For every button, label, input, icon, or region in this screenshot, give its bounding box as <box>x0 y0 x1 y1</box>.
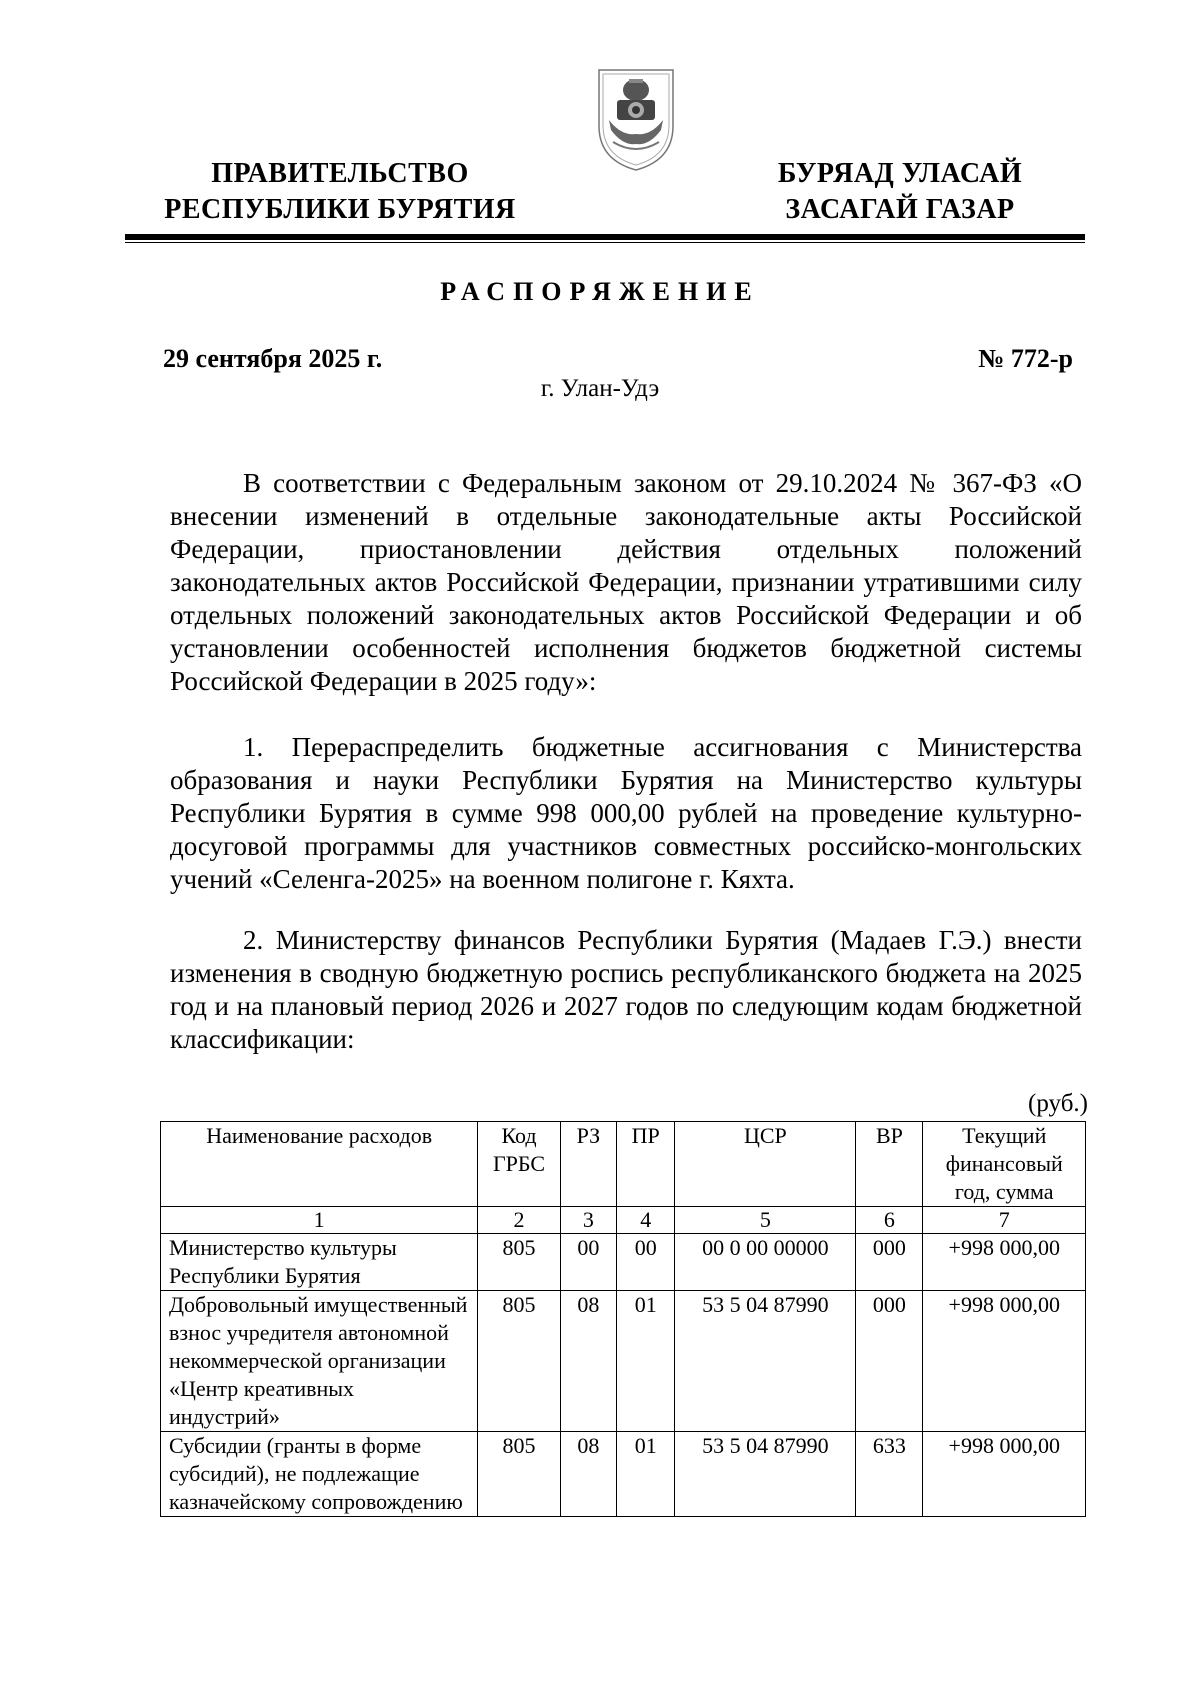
row-grbs: 805 <box>478 1234 560 1291</box>
row-vr: 633 <box>856 1432 923 1517</box>
table-row <box>161 1234 1086 1291</box>
index-cell: 6 <box>856 1207 923 1234</box>
row-grbs: 805 <box>478 1291 560 1432</box>
row-sum: +998 000,00 <box>923 1432 1086 1517</box>
row-csr: 53 5 04 87990 <box>675 1432 856 1517</box>
coat-of-arms-icon <box>591 56 681 174</box>
issuer-buryat-line-2: ЗАСАГАЙ ГАЗАР <box>785 194 1015 225</box>
header-rz: РЗ <box>560 1122 616 1207</box>
budget-classification-table <box>160 1121 1086 1517</box>
header-pr: ПР <box>616 1122 674 1207</box>
row-rz: 00 <box>560 1234 616 1291</box>
row-pr: 01 <box>616 1432 674 1517</box>
row-grbs: 805 <box>478 1432 560 1517</box>
row-sum: +998 000,00 <box>923 1234 1086 1291</box>
row-name: Субсидии (гранты в форме субсидий), не подлежащие казначейскому сопровождению <box>161 1432 478 1517</box>
document-number: № 772-р <box>978 344 1073 373</box>
intro-paragraph: В соответствии с Федеральным законом от 29.10.2024 № 367-ФЗ «О внесении изменений в отдельные законодательные акты Российской Федерации, приостановлении действия отдельных положений законодательных актов Российской Федерации, признании утратившими силу отдельных положений законодательных актов Российской Федерации и об установлении особенностей исполнения бюджетов бюджетной системы Российской Федерации в 2025 году»: <box>170 468 1082 696</box>
row-csr: 53 5 04 87990 <box>675 1291 856 1432</box>
issuer-line-1: ПРАВИТЕЛЬСТВО <box>211 158 469 189</box>
header-sum: Текущий финансовый год, сумма <box>923 1122 1086 1207</box>
header-name: Наименование расходов <box>161 1122 478 1207</box>
row-pr: 00 <box>616 1234 674 1291</box>
clause-1: 1. Перераспределить бюджетные ассигнования с Министерства образования и науки Республики Бурятия на Министерство культуры Республики Бурятия в сумме 998 000,00 рублей на проведение культурно-досуговой программы для участников совместных российско-монгольских учений «Селенга-2025» на военном полигоне г. Кяхта. <box>170 732 1082 894</box>
index-cell: 3 <box>560 1207 616 1234</box>
table-row <box>161 1432 1086 1517</box>
document-date: 29 сентября 2025 г. <box>163 344 383 373</box>
row-rz: 08 <box>560 1291 616 1432</box>
index-cell: 5 <box>675 1207 856 1234</box>
header-vr: ВР <box>856 1122 923 1207</box>
index-cell: 1 <box>161 1207 478 1234</box>
row-pr: 01 <box>616 1291 674 1432</box>
row-name: Добровольный имущественный взнос учредителя автономной некоммерческой организации «Центр креативных индустрий» <box>161 1291 478 1432</box>
header-divider-thin <box>125 242 1085 243</box>
row-name: Министерство культуры Республики Бурятия <box>161 1234 478 1291</box>
row-vr: 000 <box>856 1291 923 1432</box>
table-header-row <box>161 1122 1086 1207</box>
row-rz: 08 <box>560 1432 616 1517</box>
row-sum: +998 000,00 <box>923 1291 1086 1432</box>
table-row <box>161 1291 1086 1432</box>
table-index-row <box>161 1207 1086 1234</box>
index-cell: 2 <box>478 1207 560 1234</box>
document-city: г. Улан-Удэ <box>540 375 660 402</box>
header-grbs: Код ГРБС <box>478 1122 560 1207</box>
clause-2: 2. Министерству финансов Республики Бурятия (Мадаев Г.Э.) внести изменения в сводную бюджетную роспись республиканского бюджета на 2025 год и на плановый период 2026 и 2027 годов по следующим кодам бюджетной классификации: <box>170 925 1082 1054</box>
issuer-name-buryat <box>735 156 1065 228</box>
document-type-title: РАСПОРЯЖЕНИЕ <box>440 277 760 306</box>
row-csr: 00 0 00 00000 <box>675 1234 856 1291</box>
header-divider <box>125 234 1085 240</box>
issuer-buryat-line-1: БУРЯАД УЛАСАЙ <box>777 158 1023 189</box>
table-unit-label: (руб.) <box>1028 1090 1088 1117</box>
issuer-line-2: РЕСПУБЛИКИ БУРЯТИЯ <box>164 194 516 225</box>
row-vr: 000 <box>856 1234 923 1291</box>
header-csr: ЦСР <box>675 1122 856 1207</box>
index-cell: 4 <box>616 1207 674 1234</box>
index-cell: 7 <box>923 1207 1086 1234</box>
issuer-name-russian <box>155 156 525 228</box>
